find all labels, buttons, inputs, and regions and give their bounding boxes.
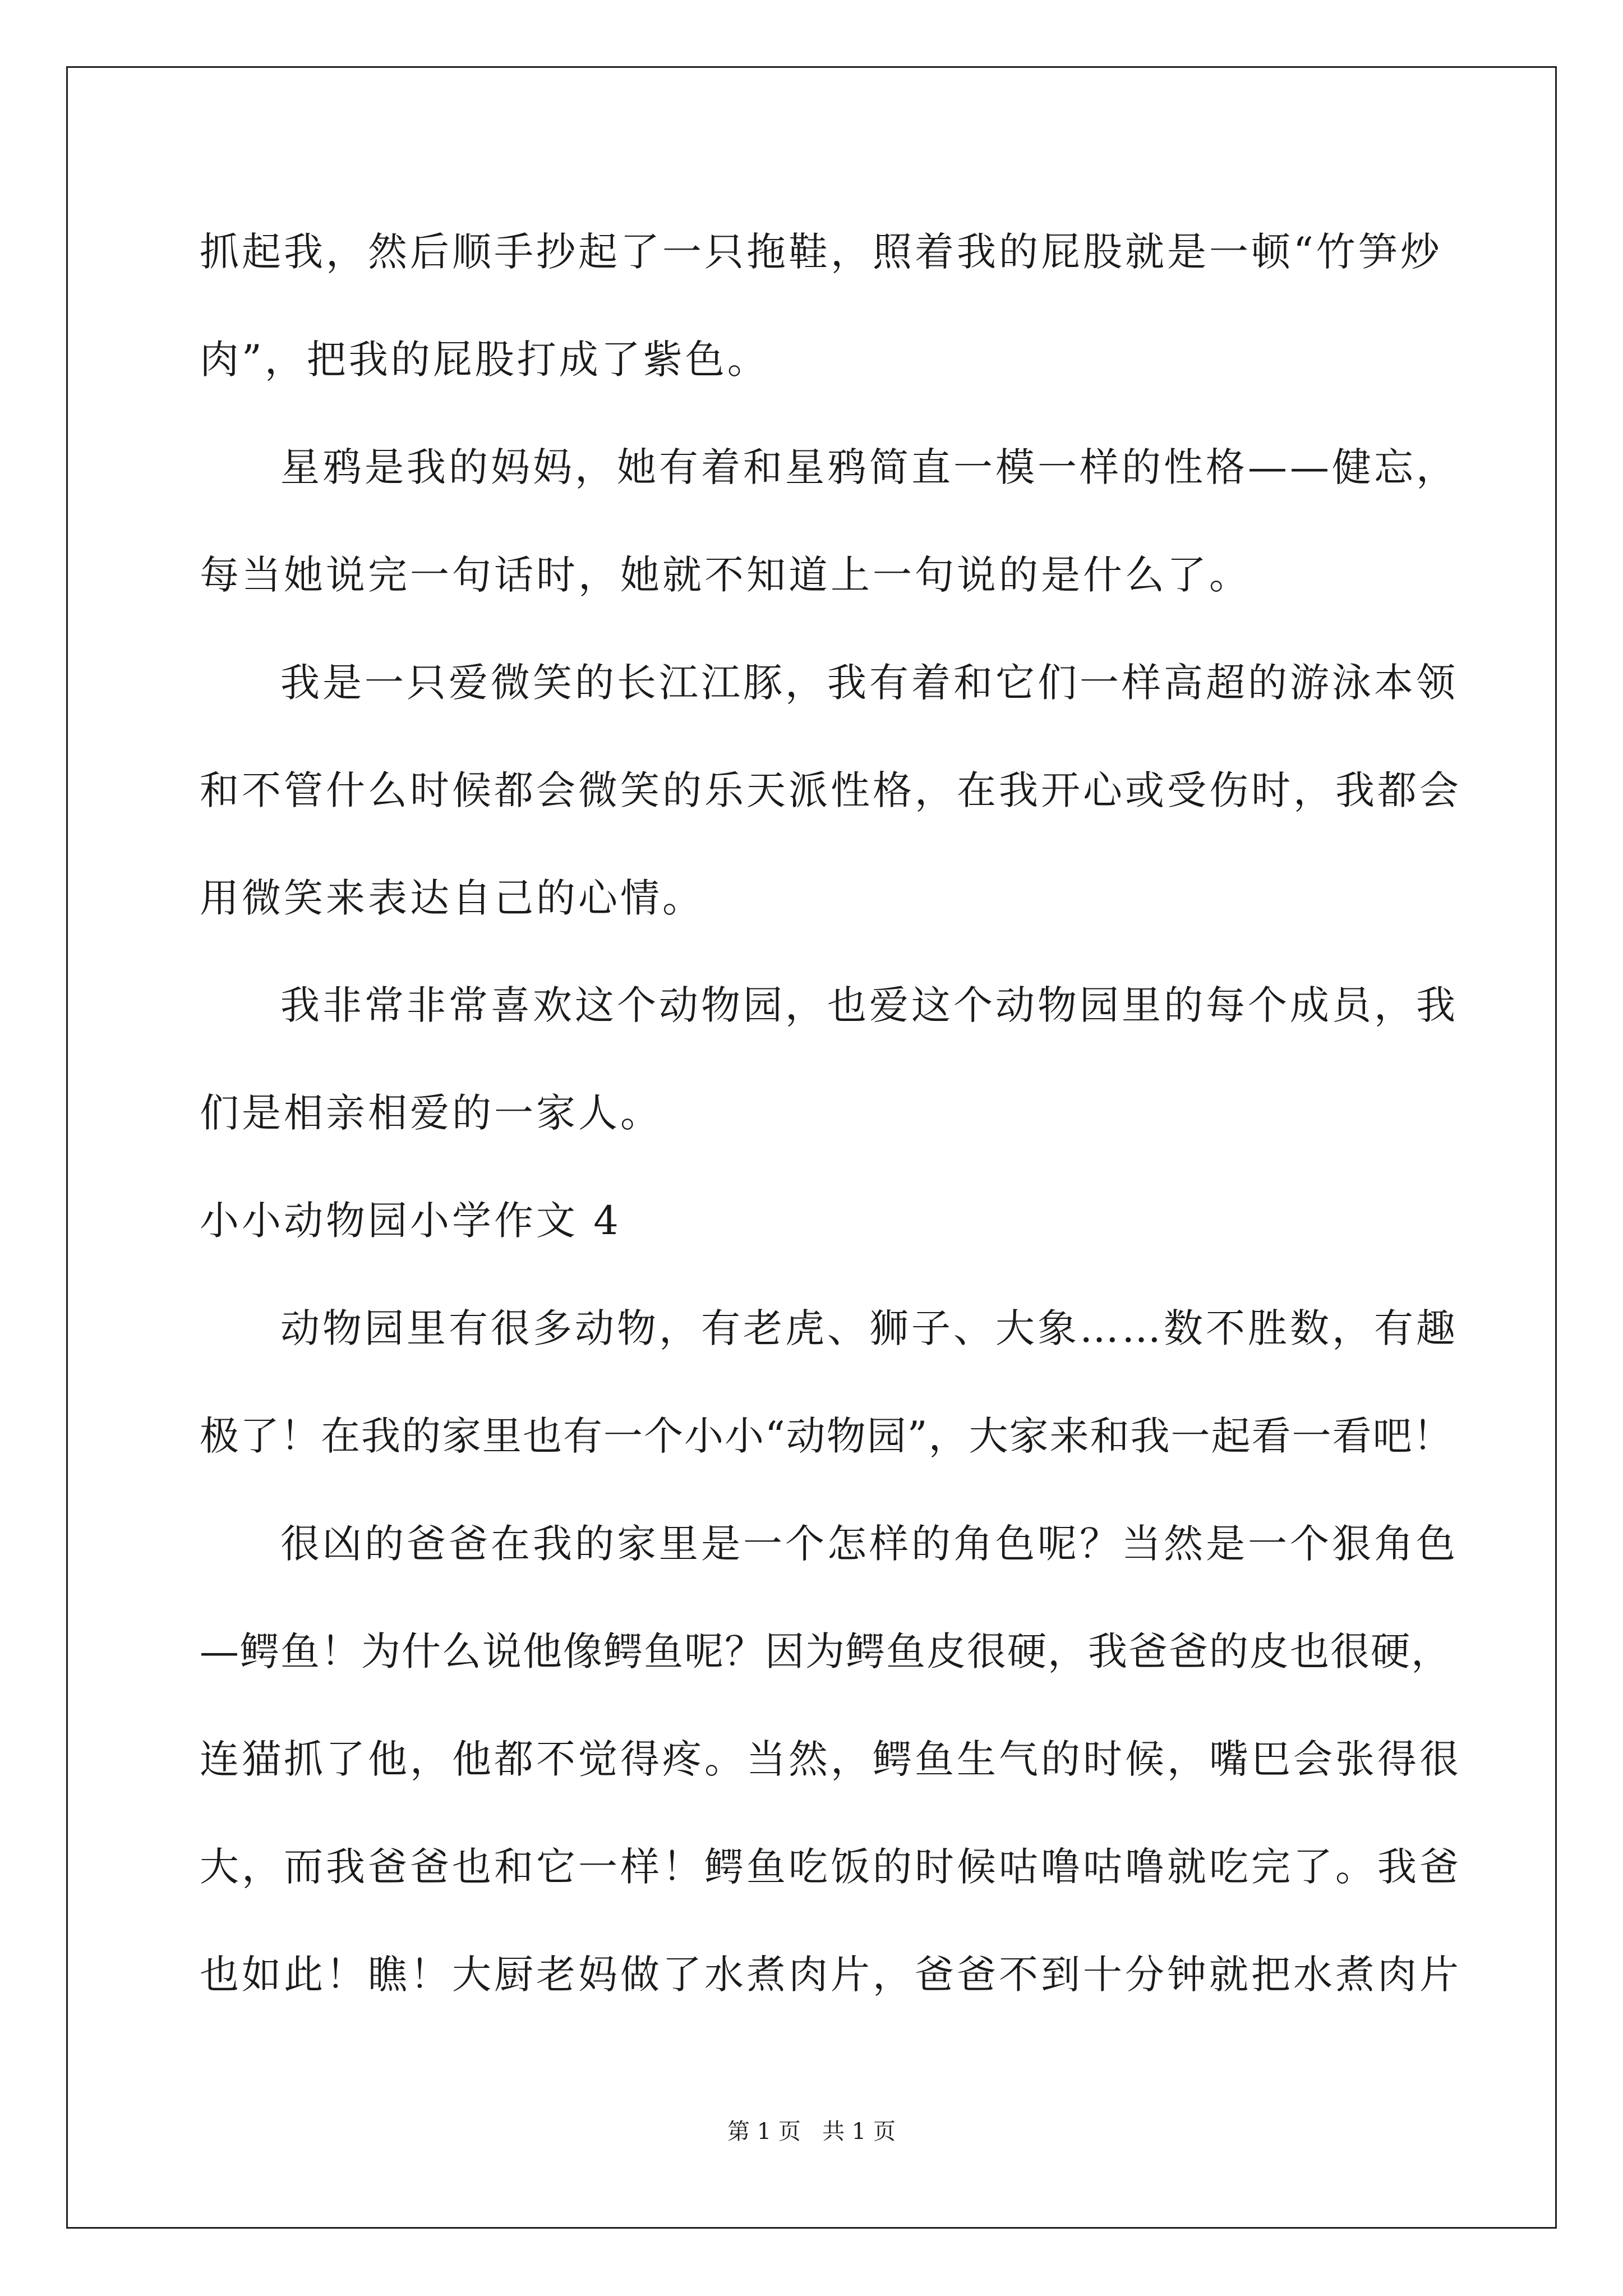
body-line: 肉”，把我的屁股打成了紫色。 [200,337,769,383]
body-line: 抓起我，然后顺手抄起了一只拖鞋，照着我的屁股就是一顿“竹笋炒 [200,229,1442,275]
body-line: 每当她说完一句话时，她就不知道上一句说的是什么了。 [200,552,1251,598]
body-line: 也如此！瞧！大厨老妈做了水煮肉片，爸爸不到十分钟就把水煮肉片 [200,1952,1461,1998]
body-line: 极了！在我的家里也有一个小小“动物园”，大家来和我一起看一看吧！ [200,1413,1454,1459]
page-number-footer: 第 1 页 共 1 页 [727,2119,896,2145]
paragraph-start-line: 很凶的爸爸在我的家里是一个怎样的角色呢？当然是一个狠角色 [280,1521,1458,1567]
body-line: —鳄鱼！为什么说他像鳄鱼呢？因为鳄鱼皮很硬，我爸爸的皮也很硬， [200,1628,1451,1674]
page-border [66,66,1557,2229]
paragraph-start-line: 我是一只爱微笑的长江江豚，我有着和它们一样高超的游泳本领 [280,660,1458,706]
body-line: 用微笑来表达自己的心情。 [200,875,704,921]
body-line: 们是相亲相爱的一家人。 [200,1090,662,1136]
paragraph-start-line: 星鸦是我的妈妈，她有着和星鸦简直一模一样的性格——健忘， [280,444,1458,490]
body-line: 和不管什么时候都会微笑的乐天派性格，在我开心或受伤时，我都会 [200,767,1461,813]
body-line: 大，而我爸爸也和它一样！鳄鱼吃饭的时候咕噜咕噜就吃完了。我爸 [200,1844,1461,1890]
paragraph-start-line: 我非常非常喜欢这个动物园，也爱这个动物园里的每个成员，我 [280,982,1458,1028]
section-heading: 小小动物园小学作文 4 [200,1198,621,1244]
body-line: 连猫抓了他，他都不觉得疼。当然，鳄鱼生气的时候，嘴巴会张得很 [200,1736,1461,1782]
paragraph-start-line: 动物园里有很多动物，有老虎、狮子、大象……数不胜数，有趣 [280,1305,1458,1351]
